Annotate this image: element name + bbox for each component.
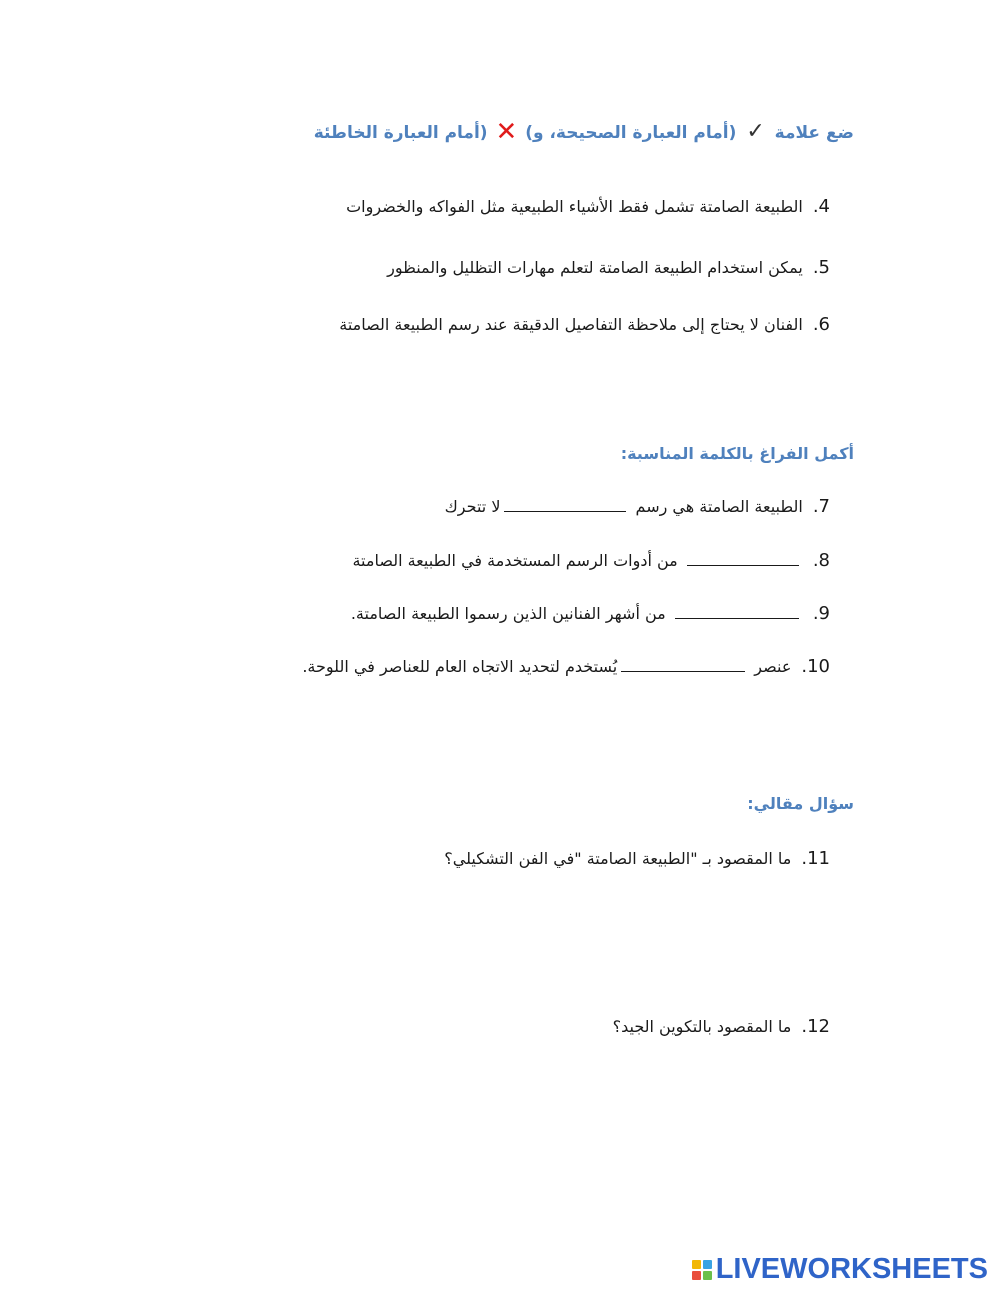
statement-item[interactable] bbox=[339, 314, 830, 335]
essay-heading: سؤال مقالي: bbox=[747, 794, 854, 813]
item-text-before: عنصر bbox=[754, 657, 792, 676]
item-text: الطبيعة الصامتة تشمل فقط الأشياء الطبيعية مثل الفواكه والخضروات bbox=[346, 197, 803, 216]
fill-blank-item bbox=[351, 603, 830, 624]
item-number: 8. bbox=[812, 550, 830, 571]
heading-wrong-label: (أمام العبارة الخاطئة bbox=[313, 123, 488, 143]
item-text: الفنان لا يحتاج إلى ملاحظة التفاصيل الدقيقة عند رسم الطبيعة الصامتة bbox=[339, 315, 803, 334]
item-number: 9. bbox=[812, 603, 830, 624]
statement-item[interactable] bbox=[346, 196, 830, 217]
answer-blank[interactable] bbox=[504, 497, 626, 512]
item-number: 6. bbox=[812, 314, 830, 335]
item-number: 11. bbox=[801, 848, 830, 869]
essay-question bbox=[444, 848, 830, 869]
check-mark-icon: ✓ bbox=[746, 119, 765, 144]
heading-instruction: ضع علامة bbox=[774, 123, 854, 143]
logo-text: LIVEWORKSHEETS bbox=[715, 1253, 988, 1285]
item-number: 4. bbox=[812, 196, 830, 217]
item-number: 12. bbox=[801, 1016, 830, 1037]
liveworksheets-logo[interactable] bbox=[692, 1253, 988, 1286]
fill-blank-item bbox=[352, 550, 830, 571]
fill-blank-item bbox=[302, 656, 830, 677]
heading-correct-label: (أمام العبارة الصحيحة، و) bbox=[525, 123, 737, 143]
item-text-after: من أدوات الرسم المستخدمة في الطبيعة الصامتة bbox=[352, 551, 678, 570]
item-text-after: يُستخدم لتحديد الاتجاه العام للعناصر في اللوحة. bbox=[302, 657, 618, 676]
fill-blank-heading: أكمل الفراغ بالكلمة المناسبة: bbox=[620, 444, 854, 463]
item-text: ما المقصود بـ "الطبيعة الصامتة "في الفن التشكيلي؟ bbox=[444, 849, 792, 868]
fill-blank-item bbox=[445, 496, 830, 517]
answer-blank[interactable] bbox=[675, 604, 799, 619]
item-text-before: الطبيعة الصامتة هي رسم bbox=[635, 497, 803, 516]
answer-blank[interactable] bbox=[687, 551, 799, 566]
item-number: 10. bbox=[801, 656, 830, 677]
item-text: يمكن استخدام الطبيعة الصامتة لتعلم مهارات التظليل والمنظور bbox=[387, 258, 803, 277]
statement-item[interactable] bbox=[387, 257, 830, 278]
cross-mark-icon: ✕ bbox=[495, 117, 518, 147]
item-text-after: لا تتحرك bbox=[444, 497, 501, 516]
item-text: ما المقصود بالتكوين الجيد؟ bbox=[612, 1017, 792, 1036]
essay-question bbox=[613, 1016, 830, 1037]
item-number: 7. bbox=[812, 496, 830, 517]
item-text-after: من أشهر الفنانين الذين رسموا الطبيعة الصامتة. bbox=[350, 604, 666, 623]
answer-blank[interactable] bbox=[621, 657, 745, 672]
item-number: 5. bbox=[812, 257, 830, 278]
true-false-heading bbox=[314, 117, 854, 147]
logo-squares-icon bbox=[692, 1260, 712, 1280]
